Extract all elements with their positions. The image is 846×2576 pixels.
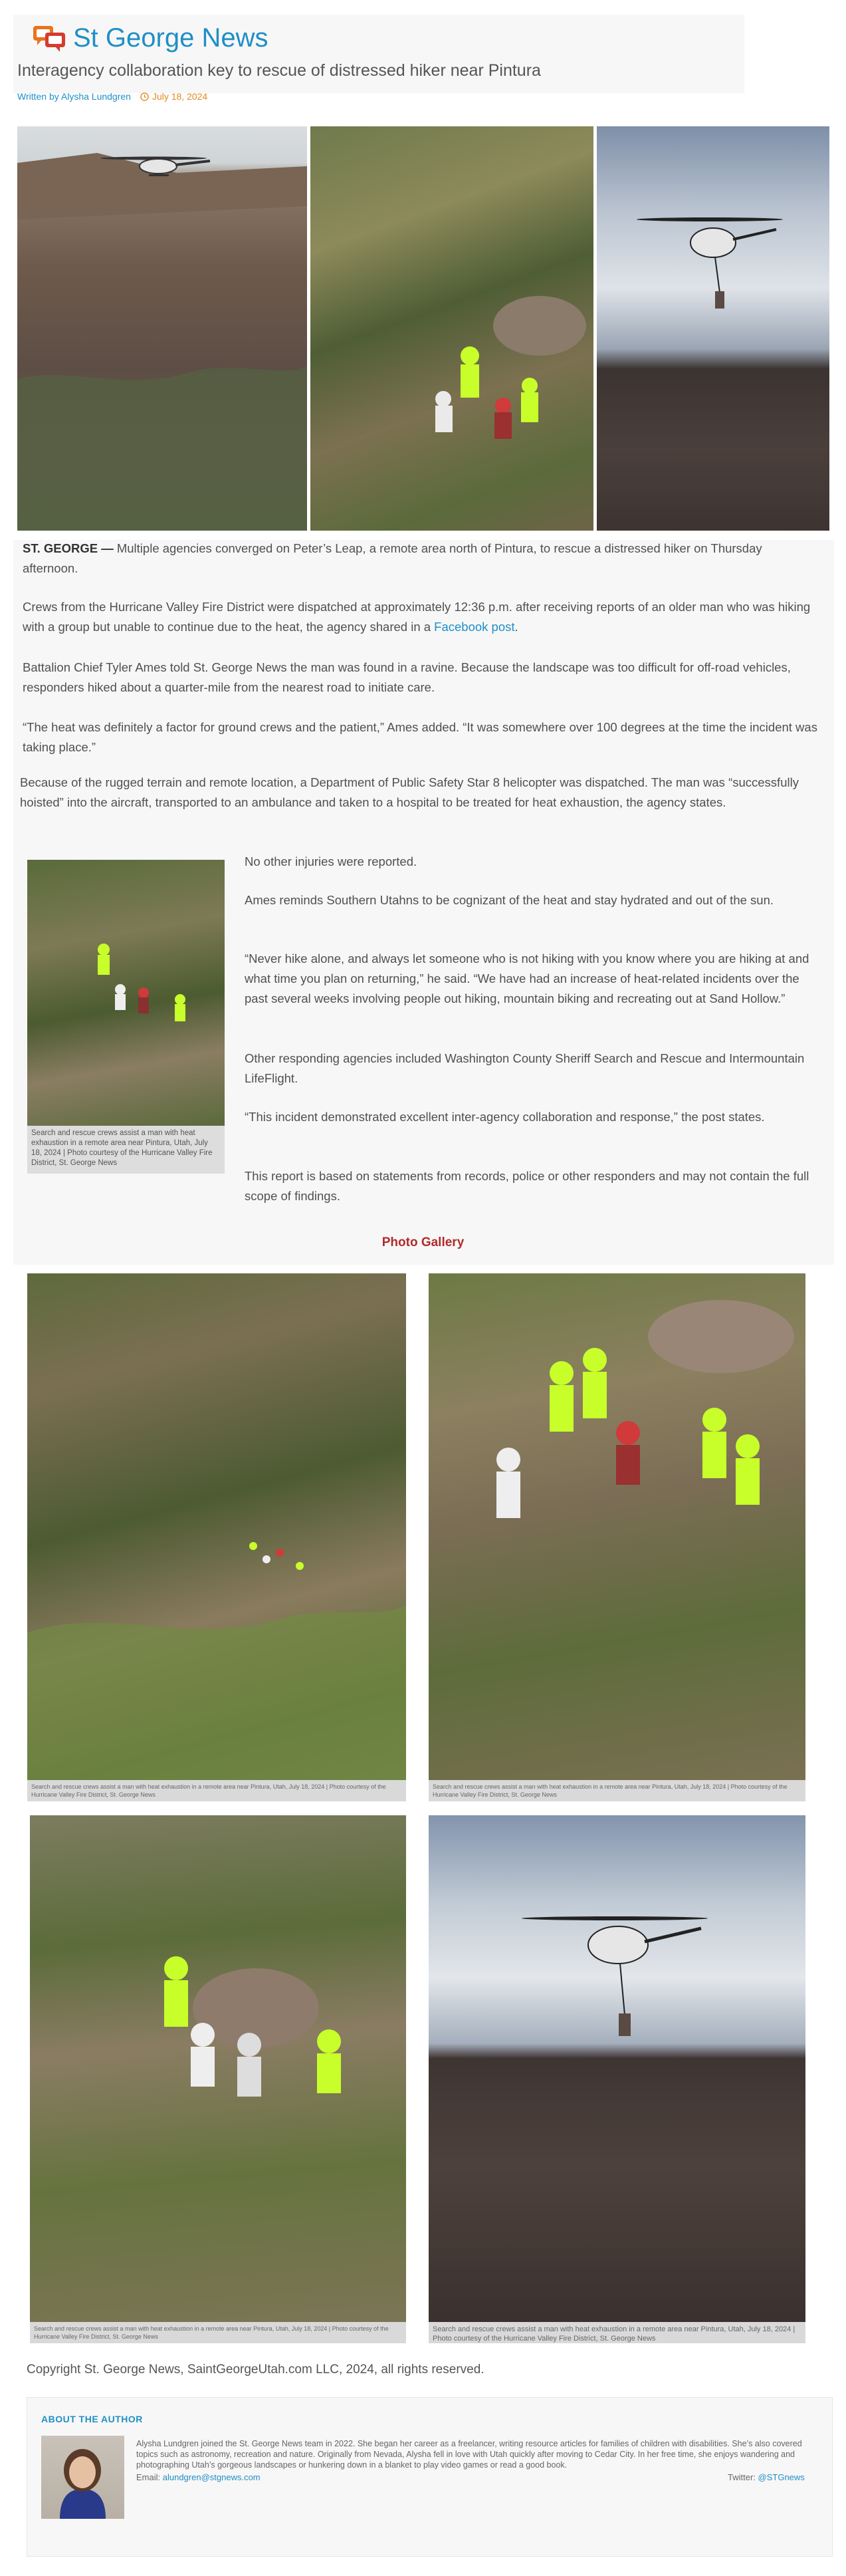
inline-photo[interactable] — [27, 860, 225, 1126]
paragraph-9: Other responding agencies included Washington County Sheriff Search and Rescue and Intermountain LifeFlight. — [245, 1051, 805, 1085]
top-photo-rescue-crew[interactable] — [310, 126, 593, 531]
gallery-photo-4[interactable] — [429, 1815, 805, 2322]
gallery-caption-4: Search and rescue crews assist a man with heat exhaustion in a remote area near Pintura, Utah, July 18, 2024 | Photo courtesy of the Hurricane Valley Fire District, St. George News — [429, 2322, 805, 2343]
author-twitter-link[interactable]: @STGnews — [758, 2472, 805, 2482]
paragraph-3: Battalion Chief Tyler Ames told St. George News the man was found in a ravine. Because the landscape was too difficult for off-road vehicles, responders hiked about a quarter-mile from the nearest road to initiate care. — [23, 660, 791, 694]
paragraph-4: “The heat was definitely a factor for ground crews and the patient,” Ames added. “It was somewhere over 100 degrees at the time the incident was taking place.” — [23, 720, 817, 754]
article-date: July 18, 2024 — [140, 91, 207, 102]
gallery-caption-1: Search and rescue crews assist a man with heat exhaustion in a remote area near Pintura, Utah, July 18, 2024 | Photo courtesy of the Hurricane Valley Fire District, St. George News — [27, 1780, 406, 1801]
paragraph-5: Because of the rugged terrain and remote location, a Department of Public Safety Star 8 helicopter was dispatched. The man was “successfully hoisted” into the aircraft, transported to an ambulance and taken to a hospital to be treated for heat exhaustion, the agency states. — [20, 775, 799, 809]
copyright-text: Copyright St. George News, SaintGeorgeUtah.com LLC, 2024, all rights reserved. — [27, 2363, 484, 2377]
author-avatar — [41, 2436, 124, 2519]
gallery-title: Photo Gallery — [381, 1235, 465, 1249]
gallery-photo-1[interactable] — [27, 1273, 406, 1780]
article-byline — [17, 91, 207, 102]
top-photo-helicopter-cliff[interactable] — [17, 126, 307, 531]
logo-chat-bubbles-icon — [32, 23, 66, 53]
paragraph-8: “Never hike alone, and always let someone who is not hiking with you know where you are hiking at and what time you plan on returning,” he said. “We have had an increase of heat-related incidents over the past several weeks involving people out hiking, mountain biking and recreating out at Sand Hollow.” — [245, 952, 809, 1005]
site-logo[interactable] — [32, 21, 268, 55]
top-photo-helicopter-hoist[interactable] — [597, 126, 829, 531]
paragraph-10: “This incident demonstrated excellent inter-agency collaboration and response,” the post states. — [245, 1110, 765, 1124]
author-email-link[interactable]: alundgren@stgnews.com — [162, 2472, 261, 2482]
paragraph-2: Crews from the Hurricane Valley Fire District were dispatched at approximately 12:36 p.m. after receiving reports of an older man who was hiking with a group but unable to continue due to the heat, the agency shared in a Facebook post. — [23, 600, 811, 634]
article-headline: Interagency collaboration key to rescue of distressed hiker near Pintura — [17, 61, 541, 80]
gallery-caption-2: Search and rescue crews assist a man with heat exhaustion in a remote area near Pintura, Utah, July 18, 2024 | Photo courtesy of the Hurricane Valley Fire District, St. George News — [429, 1780, 805, 1801]
author-twitter-row: Twitter: @STGnews — [728, 2472, 805, 2482]
paragraph-6: No other injuries were reported. — [245, 854, 417, 868]
paragraph-1: ST. GEORGE — Multiple agencies converged on Peter’s Leap, a remote area north of Pintura, to rescue a distressed hiker on Thursday afternoon. — [23, 541, 762, 575]
author-bio: Alysha Lundgren joined the St. George News team in 2022. She began her career as a freelancer, writing resource articles for families of children with disabilities. She’s also covered topics such as astronomy, recreation and nature. Originally from Nevada, Alysha fell in love with Utah quickly after moving to Cedar City. In her free time, she enjoys wandering and photographing Utah’s gorgeous landscapes or hunkering down in a blanket to play video games or read a good book. — [136, 2439, 802, 2470]
clock-icon — [140, 92, 149, 101]
gallery-caption-3: Search and rescue crews assist a man with heat exhaustion in a remote area near Pintura, Utah, July 18, 2024 | Photo courtesy of the Hurricane Valley Fire District, St. George News — [30, 2322, 406, 2343]
facebook-post-link[interactable]: Facebook post — [434, 620, 515, 634]
author-link[interactable]: Written by Alysha Lundgren — [17, 91, 131, 102]
inline-photo-caption: Search and rescue crews assist a man with heat exhaustion in a remote area near Pintura, Utah, July 18, 2024 | Photo courtesy of the Hurricane Valley Fire District, St. George News — [27, 1126, 225, 1174]
gallery-photo-3[interactable] — [30, 1815, 406, 2322]
author-email-row: Email: alundgren@stgnews.com — [136, 2472, 261, 2482]
site-name: St George News — [73, 23, 268, 53]
author-section-title: ABOUT THE AUTHOR — [41, 2414, 143, 2424]
paragraph-11: This report is based on statements from records, police or other responders and may not contain the full scope of findings. — [245, 1169, 809, 1203]
gallery-photo-2[interactable] — [429, 1273, 805, 1780]
helicopter-icon — [17, 126, 307, 531]
dateline: ST. GEORGE — — [23, 541, 114, 555]
paragraph-7: Ames reminds Southern Utahns to be cognizant of the heat and stay hydrated and out of the sun. — [245, 893, 774, 907]
